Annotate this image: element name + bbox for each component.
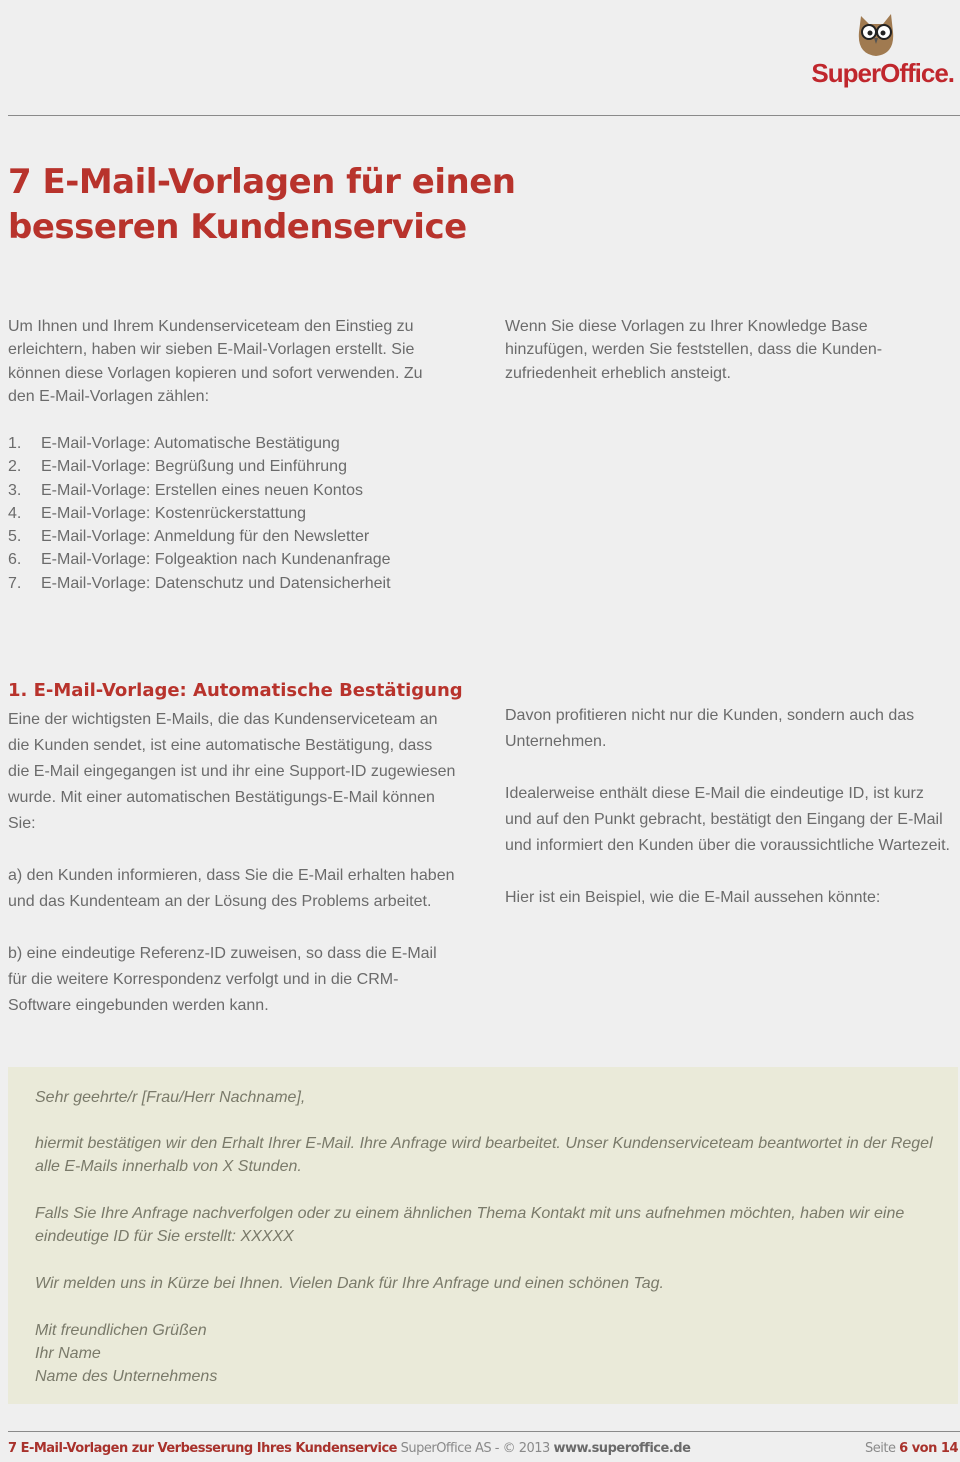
page-number <box>865 1441 958 1456</box>
footer-divider <box>8 1431 960 1432</box>
section-left-text <box>8 707 458 1045</box>
section-heading: 1. E-Mail-Vorlage: Automatische Bestätigung <box>8 680 463 701</box>
list-number: 1. <box>8 435 22 452</box>
paragraph: Eine der wichtigsten E-Mails, die das Kundenserviceteam an die Kunden sendet, ist eine automatische Bestätigung, dass die E-Mail eingegangen ist und ihr eine Support-ID zugewiesen wurde. Mit einer automatischen Bestätigungs-E-Mail können Sie: <box>8 711 456 832</box>
section-right-text <box>505 703 950 937</box>
list-item <box>8 479 391 502</box>
page-label: Seite <box>865 1441 900 1456</box>
email-paragraph: Falls Sie Ihre Anfrage nachverfolgen oder zu einem ähnlichen Thema Kontakt mit uns aufnehmen möchten, haben wir eine eindeutige ID für Sie erstellt: XXXXX <box>35 1205 905 1246</box>
list-text: E-Mail-Vorlage: Begrüßung und Einführung <box>41 458 347 476</box>
list-number: 4. <box>8 504 22 522</box>
list-number: 2. <box>8 458 22 476</box>
list-number: 5. <box>8 528 22 546</box>
page-count: 6 von 14 <box>899 1441 958 1456</box>
list-number: 6. <box>8 551 22 569</box>
owl-mascot-icon <box>851 10 901 58</box>
email-closing: Mit freundlichen Grüßen <box>35 1322 207 1339</box>
list-item <box>8 548 391 571</box>
footer <box>8 1441 690 1456</box>
email-company: Name des Unternehmens <box>35 1368 218 1385</box>
paragraph: Idealerweise enthält diese E-Mail die eindeutige ID, ist kurz und auf den Punkt gebracht, bestätigt den Eingang der E-Mail und informiert den Kunden über die voraussichtliche Wartezeit. <box>505 785 950 854</box>
email-paragraph: Wir melden uns in Kürze bei Ihnen. Vielen Dank für Ihre Anfrage und einen schönen Tag. <box>35 1275 664 1292</box>
footer-title: 7 E-Mail-Vorlagen zur Verbesserung Ihres Kundenservice <box>8 1441 397 1456</box>
list-text: E-Mail-Vorlage: Erstellen eines neuen Kontos <box>41 481 363 499</box>
email-name: Ihr Name <box>35 1345 101 1362</box>
list-item <box>8 432 391 455</box>
list-item <box>8 455 391 478</box>
header-divider <box>8 115 960 116</box>
footer-url[interactable]: www.superoffice.de <box>553 1441 691 1456</box>
email-paragraph: hiermit bestätigen wir den Erhalt Ihrer E-Mail. Ihre Anfrage wird bearbeitet. Unser Kundenserviceteam beantwortet in der Regel alle E-Mails innerhalb von X Stunden. <box>35 1135 933 1176</box>
template-list <box>8 432 391 595</box>
list-text: E-Mail-Vorlage: Anmeldung für den Newsletter <box>41 528 370 546</box>
list-text: E-Mail-Vorlage: Folgeaktion nach Kundenanfrage <box>41 551 391 569</box>
paragraph: Davon profitieren nicht nur die Kunden, sondern auch das Unternehmen. <box>505 707 915 750</box>
intro-left: Um Ihnen und Ihrem Kundenserviceteam den Einstieg zu erleichtern, haben wir sieben E-Mail-Vorlagen erstellt. Sie können diese Vorlagen kopieren und sofort verwenden. Zu den E-Mail-Vorlagen zählen: <box>8 318 423 405</box>
email-example-box <box>8 1067 958 1404</box>
paragraph: Hier ist ein Beispiel, wie die E-Mail aussehen könnte: <box>505 889 881 906</box>
paragraph: a) den Kunden informieren, dass Sie die E-Mail erhalten haben und das Kundenteam an der Lösung des Problems arbeitet. <box>8 867 455 910</box>
list-number: 3. <box>8 481 22 499</box>
list-number: 7. <box>8 574 22 592</box>
list-item <box>8 572 391 595</box>
list-text: E-Mail-Vorlage: Datenschutz und Datensicherheit <box>41 574 391 592</box>
paragraph: b) eine eindeutige Referenz-ID zuweisen, so dass die E-Mail für die weitere Korrespondenz verfolgt und in die CRM-Software eingebunden werden kann. <box>8 945 437 1014</box>
logo-text: SuperOffice. <box>811 58 954 88</box>
list-item <box>8 525 391 548</box>
list-text: E-Mail-Vorlage: Automatische Bestätigung <box>41 435 340 452</box>
page-title: 7 E-Mail-Vorlagen für einen besseren Kundenservice <box>8 162 516 247</box>
list-item <box>8 502 391 525</box>
intro-right: Wenn Sie diese Vorlagen zu Ihrer Knowledge Base hinzufügen, werden Sie feststellen, dass die Kunden-zufriedenheit erheblich ansteigt. <box>505 318 883 382</box>
list-text: E-Mail-Vorlage: Kostenrückerstattung <box>41 504 307 522</box>
email-salutation: Sehr geehrte/r [Frau/Herr Nachname], <box>35 1089 306 1106</box>
footer-company: SuperOffice AS - © 2013 <box>396 1441 554 1456</box>
